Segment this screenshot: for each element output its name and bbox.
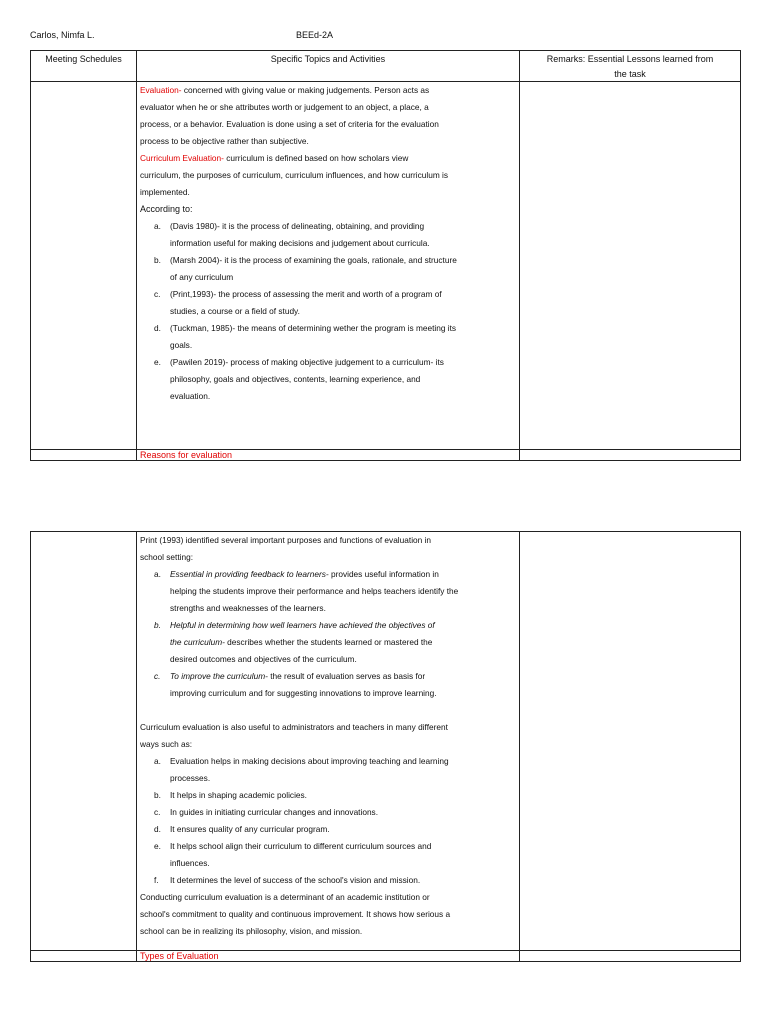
reasons-for-evaluation-label: Reasons for evaluation bbox=[137, 450, 520, 461]
use-item bbox=[140, 838, 515, 872]
list-marker: e. bbox=[154, 841, 161, 851]
purpose-title: Essential in providing feedback to learners- bbox=[170, 569, 329, 579]
definition-line: (Pawilen 2019)- process of making objective judgement to a curriculum- its bbox=[170, 357, 444, 367]
schedule-cell bbox=[31, 532, 137, 951]
purpose-title: To improve the curriculum- bbox=[170, 671, 268, 681]
list-marker: f. bbox=[154, 875, 159, 885]
schedule-cell bbox=[31, 82, 137, 450]
col-remarks-line1: Remarks: Essential Lessons learned from bbox=[546, 54, 714, 64]
conclusion-line3: school can be in realizing its philosophy, vision, and mission. bbox=[140, 926, 363, 936]
table-header-row bbox=[31, 51, 741, 82]
definition-line: evaluation. bbox=[170, 391, 211, 401]
definition-line: (Tuckman, 1985)- the means of determining wether the program is meeting its bbox=[170, 323, 457, 333]
purpose-item bbox=[140, 566, 515, 617]
footer-row-1 bbox=[31, 450, 741, 461]
definition-line: information useful for making decisions and judgement about curricula. bbox=[170, 238, 430, 248]
purpose-line: improving curriculum and for suggesting innovations to improve learning. bbox=[170, 688, 437, 698]
definition-line: studies, a course or a field of study. bbox=[170, 306, 300, 316]
definition-line: philosophy, goals and objectives, contents, learning experience, and bbox=[170, 374, 421, 384]
footer-row-2 bbox=[31, 951, 741, 962]
schedule-cell bbox=[31, 951, 137, 962]
curriculum-def-line2: curriculum, the purposes of curriculum, curriculum influences, and how curriculum is bbox=[140, 170, 449, 180]
curriculum-text: curriculum is defined based on how scholars view bbox=[223, 153, 409, 163]
remarks-cell bbox=[520, 82, 741, 450]
purpose-title: Helpful in determining how well learners have achieved the objectives of bbox=[170, 620, 435, 630]
content-row-2 bbox=[31, 532, 741, 951]
use-item bbox=[140, 872, 515, 889]
evaluation-def-line4: process to be objective rather than subjective. bbox=[140, 136, 309, 146]
use-item bbox=[140, 787, 515, 804]
schedule-table-2 bbox=[30, 531, 741, 962]
list-marker: c. bbox=[154, 807, 161, 817]
purpose-item bbox=[140, 617, 515, 668]
use-line: It determines the level of success of the school's vision and mission. bbox=[170, 875, 421, 885]
use-item bbox=[140, 753, 515, 787]
topics-cell bbox=[137, 82, 520, 450]
purposes-intro-line2: school setting: bbox=[140, 552, 194, 562]
list-marker: d. bbox=[154, 824, 161, 834]
use-line: It helps in shaping academic policies. bbox=[170, 790, 307, 800]
content-row-1 bbox=[31, 82, 741, 450]
use-line: It helps school align their curriculum to different curriculum sources and bbox=[170, 841, 432, 851]
spacer bbox=[140, 702, 515, 719]
evaluation-def-line2: evaluator when he or she attributes worth or judgement to an object, a place, a bbox=[140, 102, 429, 112]
list-marker: c. bbox=[154, 289, 161, 299]
list-marker: b. bbox=[154, 790, 161, 800]
purpose-title: the curriculum- bbox=[170, 637, 225, 647]
list-marker: a. bbox=[154, 756, 161, 766]
list-marker: b. bbox=[154, 620, 161, 630]
col-meeting-schedules: Meeting Schedules bbox=[31, 51, 137, 82]
list-marker: a. bbox=[154, 221, 161, 231]
purpose-line: desired outcomes and objectives of the curriculum. bbox=[170, 654, 357, 664]
section-label: BEEd-2A bbox=[296, 30, 334, 40]
purpose-text: describes whether the students learned or mastered the bbox=[224, 637, 433, 647]
schedule-table-1 bbox=[30, 50, 741, 461]
definition-item bbox=[140, 286, 515, 320]
purposes-intro-line1: Print (1993) identified several important purposes and functions of evaluation in bbox=[140, 535, 432, 545]
student-name: Carlos, Nimfa L. bbox=[30, 30, 95, 40]
types-of-evaluation-label: Types of Evaluation bbox=[137, 951, 520, 962]
list-marker: b. bbox=[154, 255, 161, 265]
curriculum-def-line3: implemented. bbox=[140, 187, 190, 197]
use-item bbox=[140, 821, 515, 838]
definition-line: (Marsh 2004)- it is the process of examining the goals, rationale, and structure bbox=[170, 255, 457, 265]
purpose-line bbox=[170, 668, 515, 685]
definition-item bbox=[140, 218, 515, 252]
col-remarks bbox=[520, 51, 741, 82]
remarks-cell bbox=[520, 532, 741, 951]
purpose-text: the result of evaluation serves as basis for bbox=[267, 671, 426, 681]
use-item bbox=[140, 804, 515, 821]
purpose-line bbox=[170, 566, 515, 583]
uses-intro-line2: ways such as: bbox=[140, 739, 193, 749]
schedule-cell bbox=[31, 450, 137, 461]
col-remarks-line2: the task bbox=[614, 69, 646, 79]
definition-item bbox=[140, 320, 515, 354]
evaluation-def-line1 bbox=[140, 82, 515, 99]
definition-item bbox=[140, 354, 515, 405]
purpose-text: provides useful information in bbox=[328, 569, 439, 579]
curriculum-def-line1 bbox=[140, 150, 515, 167]
topics-content bbox=[137, 532, 519, 940]
conclusion-line1: Conducting curriculum evaluation is a determinant of an academic institution or bbox=[140, 892, 430, 902]
definition-line: of any curriculum bbox=[170, 272, 234, 282]
list-marker: a. bbox=[154, 569, 161, 579]
purpose-line: helping the students improve their performance and helps teachers identify the bbox=[170, 586, 459, 596]
use-line: In guides in initiating curricular changes and innovations. bbox=[170, 807, 379, 817]
use-line: influences. bbox=[170, 858, 210, 868]
use-line: Evaluation helps in making decisions about improving teaching and learning bbox=[170, 756, 449, 766]
list-marker: d. bbox=[154, 323, 161, 333]
use-line: processes. bbox=[170, 773, 211, 783]
definition-line: (Davis 1980)- it is the process of delineating, obtaining, and providing bbox=[170, 221, 425, 231]
evaluation-term: Evaluation- bbox=[140, 85, 182, 95]
purpose-line bbox=[170, 634, 515, 651]
topics-cell bbox=[137, 532, 520, 951]
definition-line: goals. bbox=[170, 340, 193, 350]
remarks-cell bbox=[520, 450, 741, 461]
list-marker: e. bbox=[154, 357, 161, 367]
purpose-line: strengths and weaknesses of the learners. bbox=[170, 603, 326, 613]
uses-intro-line1: Curriculum evaluation is also useful to administrators and teachers in many different bbox=[140, 722, 448, 732]
purpose-item bbox=[140, 668, 515, 702]
list-marker: c. bbox=[154, 671, 161, 681]
evaluation-text: concerned with giving value or making judgements. Person acts as bbox=[181, 85, 430, 95]
col-specific-topics: Specific Topics and Activities bbox=[137, 51, 520, 82]
definition-line: (Print,1993)- the process of assessing the merit and worth of a program of bbox=[170, 289, 442, 299]
definition-item bbox=[140, 252, 515, 286]
remarks-cell bbox=[520, 951, 741, 962]
use-line: It ensures quality of any curricular program. bbox=[170, 824, 330, 834]
evaluation-def-line3: process, or a behavior. Evaluation is done using a set of criteria for the evaluation bbox=[140, 119, 439, 129]
curriculum-evaluation-term: Curriculum Evaluation- bbox=[140, 153, 224, 163]
conclusion-line2: school's commitment to quality and continuous improvement. It shows how serious a bbox=[140, 909, 451, 919]
according-to: According to: bbox=[140, 204, 193, 214]
topics-content bbox=[137, 82, 519, 405]
